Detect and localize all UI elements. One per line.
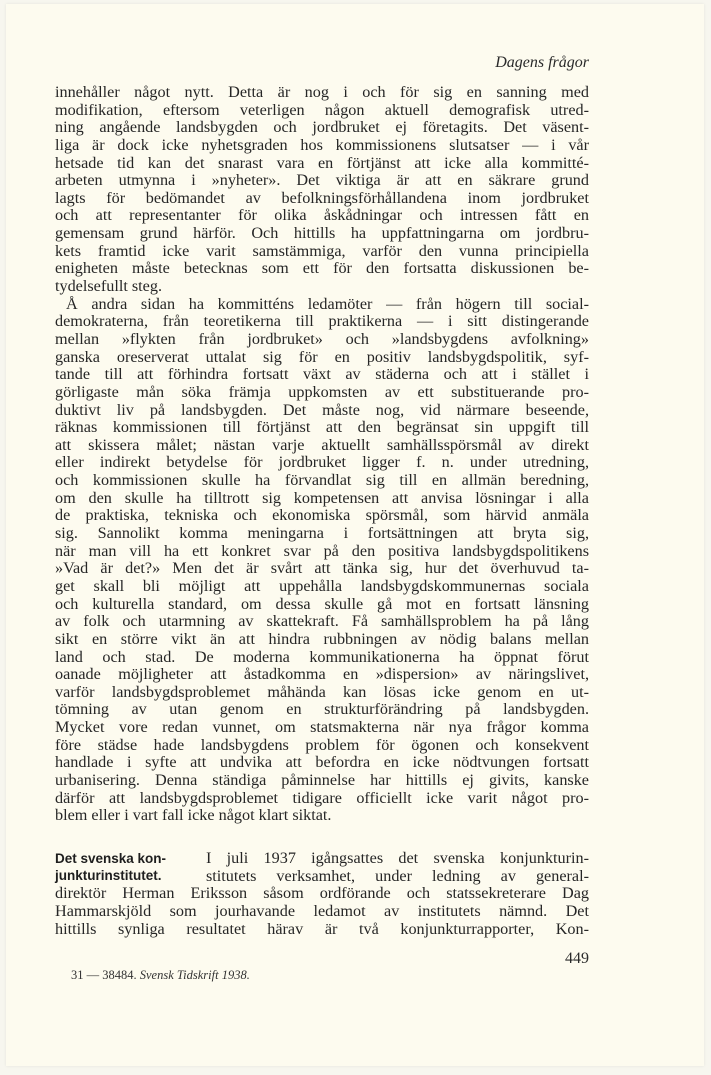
text-line: modifikation, eftersom veterligen någon aktuell demografisk utred- bbox=[55, 100, 589, 119]
text-line: urbanisering. Denna ständiga påminnelse har hittills ej givits, kanske bbox=[55, 770, 589, 789]
text-line: tömning av utan genom en strukturförändring på landsbygden. bbox=[55, 700, 589, 719]
text-line: gemensam grund härför. Och hittills ha uppfattningarna om jordbru- bbox=[55, 224, 589, 243]
text-line: ning angående landsbygden och jordbruket ej företagits. Det väsent- bbox=[55, 118, 589, 137]
footer bbox=[71, 968, 250, 983]
section-heading-line: Det svenska kon- bbox=[55, 851, 167, 866]
text-line: varför landsbygdsproblemet måhända kan lösas icke genom en ut- bbox=[55, 682, 589, 701]
paragraph-2 bbox=[55, 296, 589, 825]
text-line: görligaste mån söka främja uppkomsten av ett substituerande pro- bbox=[55, 382, 589, 401]
text-line: land och stad. De moderna kommunikationerna ha öppnat förut bbox=[55, 647, 589, 666]
text-line: räknas kommissionen till förtjänst att den begränsat sin uppgift till bbox=[55, 418, 589, 437]
text-line: liga är dock icke nyhetsgraden hos kommissionens slutsatser — i vår bbox=[55, 135, 589, 154]
text-line: tande till att förhindra fortsatt växt av städerna och att i stället i bbox=[55, 365, 589, 384]
text-line: om den skulle ha tilltrott sig kompetensen att anvisa lösningar i alla bbox=[55, 488, 589, 507]
text-line: hittills synliga resultatet härav är två konjunkturrapporter, Kon- bbox=[55, 919, 589, 938]
text-line: kets framtid icke varit samstämmiga, varför den vunna principiella bbox=[55, 241, 589, 260]
paragraph-1 bbox=[55, 84, 589, 296]
text-line: före städse hade landsbygdens problem för ögonen och konsekvent bbox=[55, 735, 589, 754]
text-line: enigheten måste betecknas som ett för den fortsatta diskussionen be- bbox=[55, 259, 589, 278]
text-line: och kommissionen skulle ha förvandlat sig till en allmän beredning, bbox=[55, 471, 589, 490]
section-heading-line: junkturinstitutet. bbox=[55, 868, 162, 883]
text-line: eller indirekt betydelse för jordbruket ligger f. n. under utredning, bbox=[55, 453, 589, 472]
text-line: av folk och utarmning av skattekraft. Få samhällsproblem ha på lång bbox=[55, 612, 589, 631]
printer-signature: 31 — 38484. bbox=[71, 968, 137, 982]
document-page bbox=[6, 4, 704, 1066]
running-head: Dagens frågor bbox=[495, 54, 589, 71]
journal-name: Svensk Tidskrift 1938. bbox=[139, 968, 250, 982]
text-line: sikt en större vikt än att hindra rubbningen av nödig balans mellan bbox=[55, 629, 589, 648]
text-line: Mycket vore redan vunnet, om statsmakterna när nya frågor komma bbox=[55, 718, 589, 737]
text-line: get skall bli möjligt att uppehålla landsbygdskommunernas sociala bbox=[55, 576, 589, 595]
text-line: hetsade tid kan det snarast vara en förtjänst att icke alla kommitté- bbox=[55, 153, 589, 172]
text-line: när man vill ha ett konkret svar på den positiva landsbygdspolitikens bbox=[55, 541, 589, 560]
section-heading bbox=[55, 850, 166, 884]
text-line: innehåller något nytt. Detta är nog i och för sig en sanning med bbox=[55, 83, 589, 101]
body-text bbox=[55, 84, 589, 825]
text-line: demokraterna, från teoretikerna till praktikerna — i sitt distingerande bbox=[55, 312, 589, 331]
text-line: därför att landsbygdsproblemet tidigare officiellt icke varit något pro- bbox=[55, 788, 589, 807]
text-line: »Vad är det?» Men det är svårt att tänka sig, hur det överhuvud ta- bbox=[55, 559, 589, 578]
text-line: duktivt liv på landsbygden. Det måste nog, vid närmare beseende, bbox=[55, 400, 589, 419]
text-line: stitutets verksamhet, under ledning av general- bbox=[206, 866, 589, 885]
text-line: tydelsefullt steg. bbox=[55, 277, 162, 296]
text-line: oanade möjligheter att åstadkomma en »dispersion» av näringslivet, bbox=[55, 665, 589, 684]
text-line: blem eller i vart fall icke något klart siktat. bbox=[55, 806, 332, 825]
text-line: de praktiska, tekniska och ekonomiska spörsmål, som härvid anmäla bbox=[55, 506, 589, 525]
page-number: 449 bbox=[565, 950, 589, 967]
text-line: direktör Herman Eriksson såsom ordförande och statssekreterare Dag bbox=[55, 884, 589, 903]
text-line: ganska oreserverat uttalat sig för en positiv landsbygdspolitik, syf- bbox=[55, 347, 589, 366]
text-line: Å andra sidan ha kommitténs ledamöter — från högern till social- bbox=[66, 294, 589, 313]
text-line: och att representanter för olika åskådningar och intressen fått en bbox=[55, 206, 589, 225]
text-line: lagts för bedömandet av befolkningsförhållandena inom jordbruket bbox=[55, 188, 589, 207]
text-line: att skissera målet; nästan varje aktuellt samhällsspörsmål av direkt bbox=[55, 435, 589, 454]
text-line: arbeten utmynna i »nyheter». Det viktiga är att en säkrare grund bbox=[55, 171, 589, 190]
text-line: I juli 1937 igångsattes det svenska konjunkturin- bbox=[206, 849, 589, 867]
section-konjunkturinstitutet bbox=[55, 849, 589, 937]
text-line: mellan »flykten från jordbruket» och »landsbygdens avfolkning» bbox=[55, 329, 589, 348]
text-line: handlade i syfte att undvika att befordra en icke nödtvungen fortsatt bbox=[55, 753, 589, 772]
text-line: och kulturella standard, om dessa skulle gå mot en fortsatt länsning bbox=[55, 594, 589, 613]
text-line: sig. Sannolikt komma meningarna i fortsättningen att bryta sig, bbox=[55, 524, 589, 543]
text-line: Hammarskjöld som jourhavande ledamot av institutets nämnd. Det bbox=[55, 901, 589, 920]
